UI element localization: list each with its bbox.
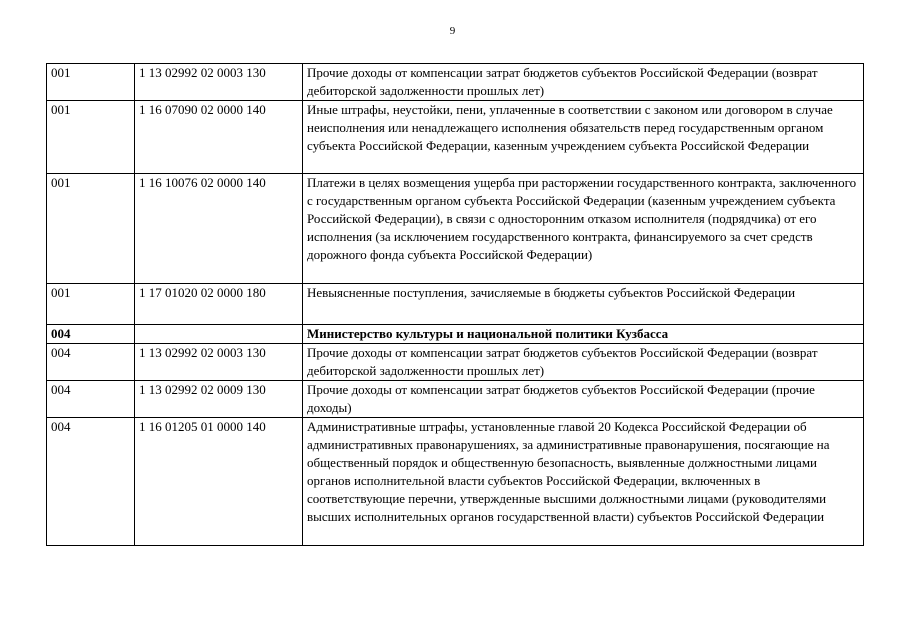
admin-code-cell: 001 (47, 284, 135, 325)
ministry-name-cell: Министерство культуры и национальной политики Кузбасса (303, 325, 864, 344)
revenue-code-cell: 1 13 02992 02 0009 130 (135, 381, 303, 418)
revenue-code-cell: 1 13 02992 02 0003 130 (135, 64, 303, 101)
table-row (47, 284, 864, 325)
revenue-code-cell (135, 325, 303, 344)
description-cell: Прочие доходы от компенсации затрат бюджетов субъектов Российской Федерации (возврат дебиторской задолженности прошлых лет) (303, 344, 864, 381)
table-row (47, 101, 864, 174)
revenue-code-cell: 1 13 02992 02 0003 130 (135, 344, 303, 381)
description-cell: Прочие доходы от компенсации затрат бюджетов субъектов Российской Федерации (прочие доходы) (303, 381, 864, 418)
admin-code-cell: 004 (47, 381, 135, 418)
admin-code-cell: 001 (47, 174, 135, 284)
description-cell: Административные штрафы, установленные главой 20 Кодекса Российской Федерации об административных правонарушениях, за административные правонарушения, посягающие на общественный порядок и общественную безопасность, выявленные должностными лицами органов исполнительной власти субъектов Российской Федерации, включенных в соответствующие перечни, утвержденные высшими должностными лицами (руководителями высших исполнительных органов государственной власти) субъектов Российской Федерации (303, 418, 864, 546)
description-cell: Платежи в целях возмещения ущерба при расторжении государственного контракта, заключенного с государственным органом субъекта Российской Федерации (казенным учреждением субъекта Российской Федерации), в связи с односторонним отказом исполнителя (подрядчика) от его исполнения (за исключением государственного контракта, финансируемого за счет средств дорожного фонда субъекта Российской Федерации) (303, 174, 864, 284)
admin-code-cell: 001 (47, 101, 135, 174)
table-row (47, 381, 864, 418)
description-cell: Иные штрафы, неустойки, пени, уплаченные в соответствии с законом или договором в случае неисполнения или ненадлежащего исполнения обязательств перед государственным органом субъекта Российской Федерации, казенным учреждением субъекта Российской Федерации (303, 101, 864, 174)
revenue-code-cell: 1 17 01020 02 0000 180 (135, 284, 303, 325)
revenue-code-cell: 1 16 07090 02 0000 140 (135, 101, 303, 174)
revenue-code-cell: 1 16 10076 02 0000 140 (135, 174, 303, 284)
admin-code-cell: 004 (47, 418, 135, 546)
table-row (47, 64, 864, 101)
admin-code-cell: 004 (47, 344, 135, 381)
description-cell: Прочие доходы от компенсации затрат бюджетов субъектов Российской Федерации (возврат дебиторской задолженности прошлых лет) (303, 64, 864, 101)
table-row (47, 418, 864, 546)
revenue-code-cell: 1 16 01205 01 0000 140 (135, 418, 303, 546)
admin-code-cell: 004 (47, 325, 135, 344)
table-row (47, 174, 864, 284)
description-cell: Невыясненные поступления, зачисляемые в бюджеты субъектов Российской Федерации (303, 284, 864, 325)
admin-code-cell: 001 (47, 64, 135, 101)
table-row (47, 344, 864, 381)
ministry-header-row (47, 325, 864, 344)
page-number: 9 (449, 25, 456, 37)
revenue-codes-table (46, 63, 864, 546)
